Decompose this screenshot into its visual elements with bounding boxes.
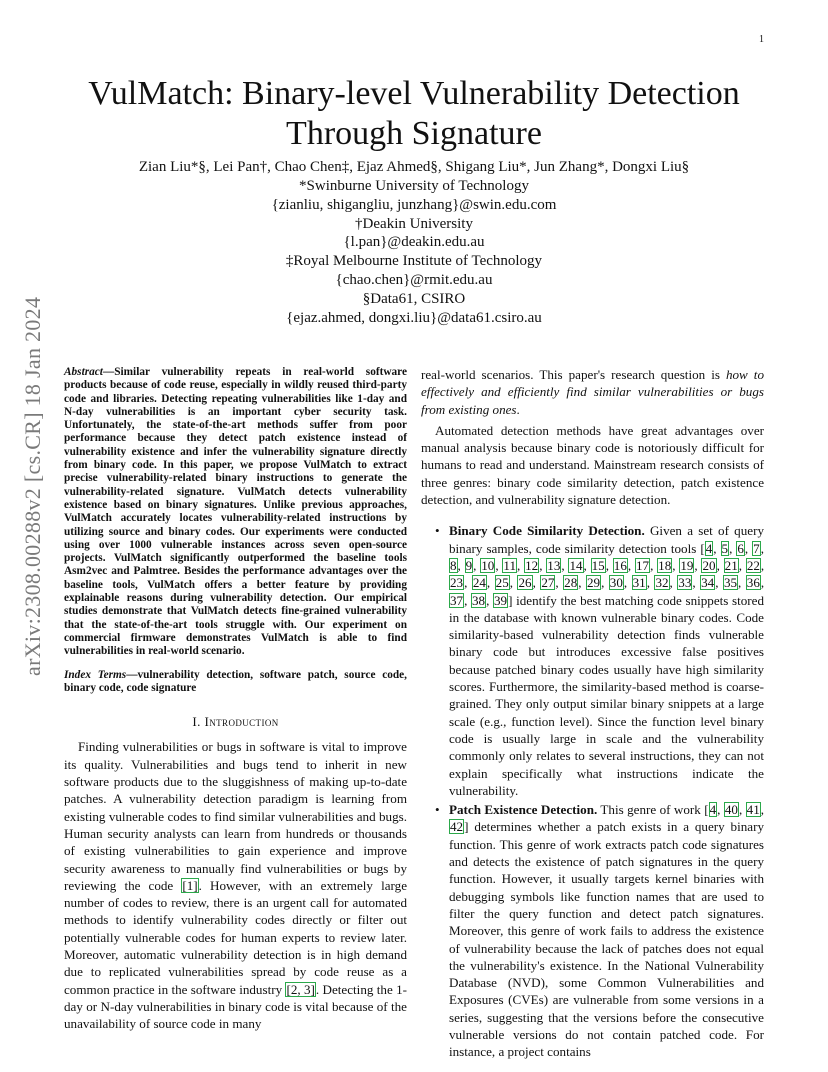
research-question-paragraph [421,366,764,418]
citation-link[interactable]: 9 [465,557,473,573]
affiliation-line: *Swinburne University of Technology [299,178,529,194]
intro-paragraph [64,738,407,1032]
citation-link[interactable]: 31 [632,575,646,591]
citation-link[interactable]: 14 [569,557,583,573]
citation-link[interactable]: 29 [586,575,601,591]
author-list: Zian Liu*§, Lei Pan†, Chao Chen‡, Ejaz Ahmed§, Shigang Liu*, Jun Zhang*, Dongxi Liu§ [138,159,690,175]
citation-link[interactable]: 39 [494,592,508,608]
list-item-heading: Patch Existence Detection. [449,802,598,818]
citation-group: [4, 40, 41, 42] [450,802,765,835]
body-text: real-world scenarios. This paper's research question is [421,367,726,382]
list-item-heading: Binary Code Similarity Detection. [449,523,645,539]
citation-link[interactable]: 7 [753,540,760,556]
affiliation-line: {zianliu, shigangliu, junzhang}@swin.edu.com [271,196,557,213]
body-text: . [516,401,520,417]
citation-link[interactable]: 33 [678,575,692,591]
citation-link[interactable]: 42 [450,819,464,835]
citation-link[interactable]: 35 [723,575,738,591]
citation-link[interactable]: 25 [495,575,509,591]
list-item-text: This genre of work [597,802,705,818]
left-column [64,366,407,1036]
citation-link[interactable]: 37 [450,592,464,608]
intro-text: Finding vulnerabilities or bugs in software is vital to improve its quality. Vulnerabilities and bugs tend to inherit in new software products due to the sluggishness of making up-to-date patches. A vulnerability detection paradigm is learning from existing vulnerable codes to find similar vulnerabilities and bugs. Human security analysts can learn from hundreds or thousands of existing vulnerabilities to gain experience and improve security awareness to manually find vulnerabilities or bugs by reviewing the code [64,739,407,893]
bullet-icon: • [435,802,440,818]
section-title: Introduction [204,714,279,730]
citation-link[interactable]: 40 [724,802,738,818]
list-item-text: Given a set of query binary samples, code similarity detection tools [449,523,764,556]
genre-list [421,522,764,1060]
citation-link[interactable]: 30 [609,575,623,591]
citation-link[interactable]: 4 [709,802,717,818]
intro-text: . However, with an extremely large number of codes to review, there is an urgent call for automated methods to identify vulnerability codes directly or filter out potentially vulnerable codes for human experts to review later. Moreover, automatic vulnerability detection is in high demand due to replicated vulnerabilities spread by code reuse as a common practice in the software industry [64,877,408,997]
abstract-body: —Similar vulnerability repeats in real-world software products because of code reuse, especially in wildly reused third-party code and libraries. Detecting repeating vulnerabilities like 1-day and N-day vulnerabilities is an important cyber security task. Unfortunately, the state-of-the-art methods suffer from poor performance because they detect patch existence instead of vulnerability existence and infer the vulnerability signature directly from binary code. In this paper, we propose VulMatch to extract precise vulnerability-related binary instructions to generate the vulnerability-related signature. VulMatch detects vulnerability existence based on binary signatures. Unlike previous approaches, VulMatch accurately locates vulnerability-related instructions by utilizing source and binary codes. Our experiments were conducted using over 1000 vulnerable instances across seven open-source projects. VulMatch significantly outperformed the baseline tools Asm2vec and Palmtree. Besides the performance advantages over the baseline tools, VulMatch offers a better feature by providing explainable reasons during vulnerability detection. Our empirical studies demonstrate that VulMatch detects fine-grained vulnerability that the state-of-the-art tools struggle with. Our experiment on commercial firmware demonstrates VulMatch is able to find vulnerabilities in real-world scenario. [64,366,407,658]
citation-link[interactable]: 27 [541,575,555,591]
arxiv-stamp: arXiv:2308.00288v2 [cs.CR] 18 Jan 2024 [20,296,45,676]
title-line-1: VulMatch: Binary-level Vulnerability Detection [88,75,740,112]
citation-link[interactable]: 26 [518,575,532,591]
abstract-lead: Abstract [64,366,103,378]
citation-link[interactable]: 11 [503,557,517,573]
affiliation-line: ‡Royal Melbourne Institute of Technology [285,253,543,270]
section-number: I. [192,714,201,730]
affiliation-line: {ejaz.ahmed, dongxi.liu}@data61.csiro.au [286,309,542,326]
citation-link[interactable]: 34 [701,575,715,591]
citation-link[interactable]: [2, 3] [286,981,315,997]
section-heading [64,713,407,730]
index-terms-body: —vulnerability detection, software patch, source code, binary code, code signature [64,668,407,694]
list-item-text: determines whether a patch exists in a query binary function. This genre of work extracts patch code signatures and detects the existence of patch signatures in the query function. However, it usually targets kernel binaries with debugging symbols like function names that are used to filter the query function and detect patch signatures. Moreover, this genre of work fails to address the existence of vulnerability because the lack of patches does not equal the vulnerability's existence. In the National Vulnerability Database (NVD), some Common Vulnerabilities and Exposures (CVEs) are vulnerable from some versions in a series, suggesting that the versions before the consecutive vulnerable versions do not contain patched code. For instance, a project contains [449,819,764,1060]
citation-link[interactable]: 41 [746,802,760,818]
body-paragraph: Automated detection methods have great advantages over manual analysis because binary code is notoriously difficult for humans to read and understand. Mainstream research consists of three genres: binary code similarity detection, patch existence detection, and vulnerability signature detection. [421,422,764,508]
affiliations [60,177,768,327]
citation-link[interactable]: 28 [564,575,578,591]
research-question: how to effectively and efficiently find similar vulnerabilities or bugs from existing ones [421,367,764,417]
index-terms [64,669,407,696]
citation-link[interactable]: 10 [481,557,495,573]
intro-text: . Detecting the 1-day or N-day vulnerabilities in binary code is vital because of the unavailability of source code in many [64,981,407,1032]
citation-link[interactable]: 21 [724,557,738,573]
citation-link[interactable]: 23 [450,575,464,591]
citation-link[interactable]: 32 [655,575,669,591]
citation-link[interactable]: 17 [635,557,650,573]
index-terms-lead: Index Terms [64,668,127,681]
list-item [435,522,765,799]
citation-link[interactable]: 18 [658,557,672,573]
right-column [421,366,764,1063]
citation-link[interactable]: 19 [680,557,694,573]
citation-link[interactable]: 36 [746,575,760,591]
citation-link[interactable]: 6 [737,540,744,556]
abstract [64,366,407,659]
affiliation-line: {chao.chen}@rmit.edu.au [335,271,493,288]
affiliation-line: {l.pan}@deakin.edu.au [343,234,485,251]
citation-link[interactable]: 16 [613,557,627,573]
citation-link[interactable]: 15 [591,557,605,573]
citation-link[interactable]: 5 [721,540,729,556]
citation-group: [4, 5, 6, 7, 8, 9, 10, 11, 12, 13, 14, 15, 16, 17, 18, 19, 20, 21, 22, 23, 24, 25, 26, 27, 28, 29, 30, 31, 32, 33, 34, 35, 36, 37, 38, 39] [450,540,765,608]
affiliation-line: †Deakin University [355,215,473,232]
citation-link[interactable]: 38 [472,592,486,608]
citation-link[interactable]: 22 [746,557,760,573]
citation-link[interactable]: 12 [525,557,539,573]
title-line-2: Through Signature [286,115,542,152]
bullet-icon: • [435,523,440,539]
paper-title [60,74,768,154]
list-item [435,801,765,1060]
citation-link[interactable]: 4 [705,540,713,556]
citation-link[interactable]: 13 [547,557,561,573]
citation-link[interactable]: 8 [450,557,457,573]
list-item-text: identify the best matching code snippets stored in the database with known vulnerable binary codes. Code similarity-based vulnerability detection finds vulnerable binary code but introduces excessive false positives because patched binary codes usually have high similarity scores. Furthermore, the similarity-based method is coarse-grained. They only output similar binary snippets at a large scale (e.g., function level). Since the function level binary code is usually large in scale and the vulnerability commonly only relates to several instructions, they can not explain specifically what instructions indicate the vulnerability. [449,592,765,798]
citation-link[interactable]: 24 [472,575,486,591]
page-number: 1 [759,34,764,45]
affiliation-line: §Data61, CSIRO [362,290,466,307]
citation-link[interactable]: [1] [182,877,198,893]
citation-link[interactable]: 20 [702,557,716,573]
